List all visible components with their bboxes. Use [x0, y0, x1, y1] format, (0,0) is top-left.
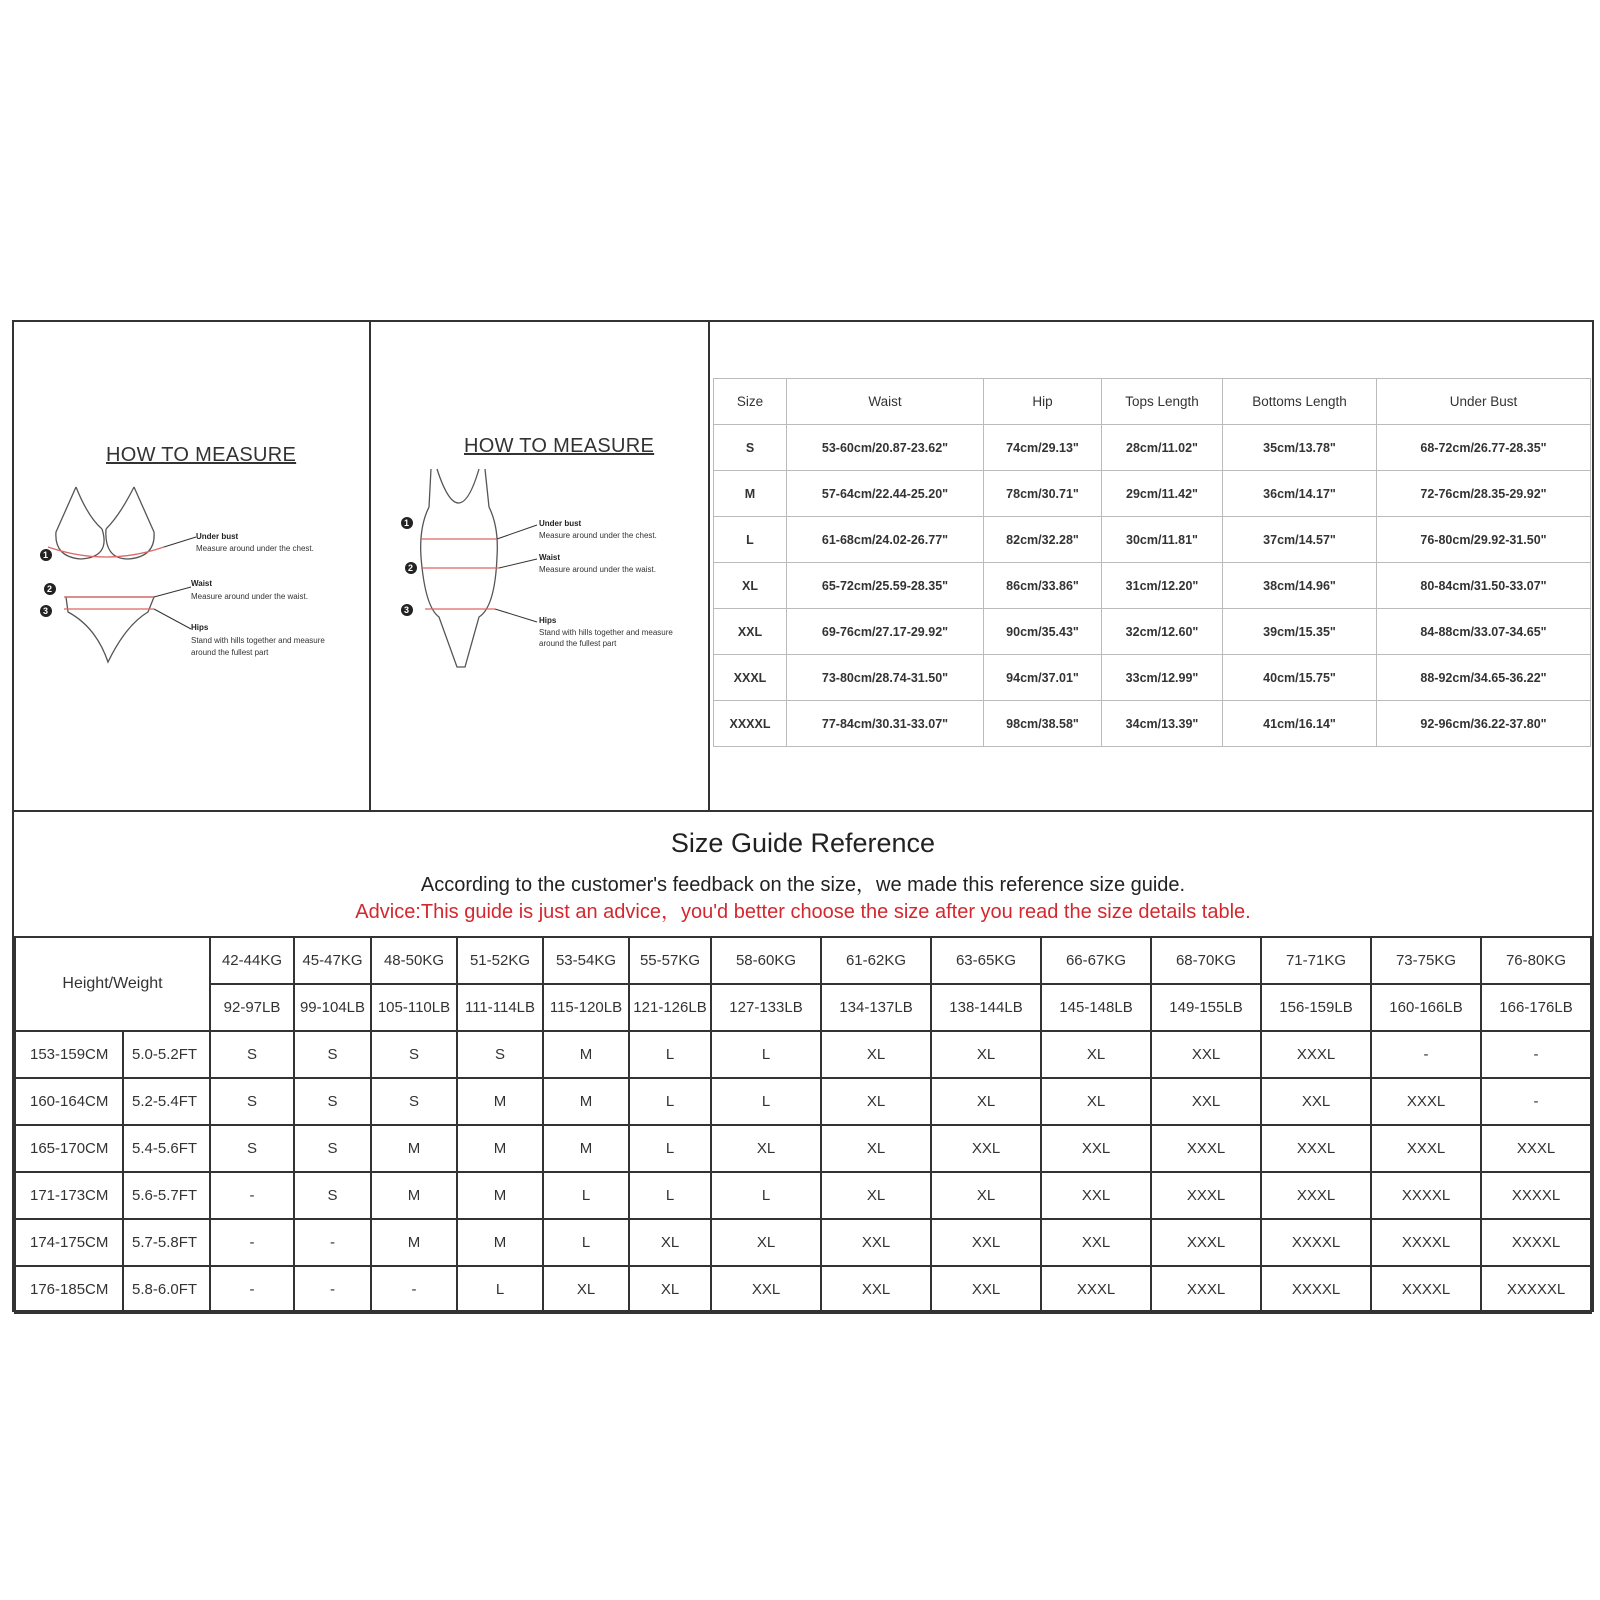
weight-lb-header: 115-120LB [543, 984, 629, 1031]
height-ft-cell: 5.7-5.8FT [123, 1219, 210, 1266]
size-value-cell: 29cm/11.42" [1102, 471, 1223, 517]
svg-text:Hips: Hips [191, 623, 209, 632]
recommended-size-cell: XXL [931, 1125, 1041, 1172]
recommended-size-cell: XXXL [1371, 1078, 1481, 1125]
header-under-bust: Under Bust [1377, 379, 1591, 425]
recommended-size-cell: L [629, 1125, 711, 1172]
recommended-size-cell: - [210, 1266, 294, 1313]
weight-lb-header: 156-159LB [1261, 984, 1371, 1031]
recommended-size-cell: S [294, 1031, 371, 1078]
recommended-size-cell: XXL [1041, 1125, 1151, 1172]
recommended-size-cell: L [543, 1172, 629, 1219]
reference-table-header [15, 937, 1591, 1031]
size-value-cell: 39cm/15.35" [1223, 609, 1377, 655]
height-cm-cell: 153-159CM [15, 1031, 123, 1078]
recommended-size-cell: XXL [1151, 1031, 1261, 1078]
svg-text:Waist: Waist [191, 579, 213, 588]
size-label-cell: XXL [714, 609, 787, 655]
size-reference-table [14, 936, 1592, 1314]
size-table-header-row [714, 379, 1591, 425]
weight-lb-header: 121-126LB [629, 984, 711, 1031]
recommended-size-cell: XXL [1041, 1219, 1151, 1266]
recommended-size-cell: XL [711, 1219, 821, 1266]
size-label-cell: S [714, 425, 787, 471]
weight-kg-header: 55-57KG [629, 937, 711, 984]
recommended-size-cell: L [711, 1078, 821, 1125]
svg-text:1: 1 [404, 518, 410, 528]
size-value-cell: 78cm/30.71" [984, 471, 1102, 517]
size-value-cell: 31cm/12.20" [1102, 563, 1223, 609]
recommended-size-cell: - [1481, 1078, 1591, 1125]
size-value-cell: 32cm/12.60" [1102, 609, 1223, 655]
recommended-size-cell: XXXL [1481, 1125, 1591, 1172]
recommended-size-cell: L [457, 1266, 543, 1313]
recommended-size-cell: S [457, 1031, 543, 1078]
size-value-cell: 82cm/32.28" [984, 517, 1102, 563]
recommended-size-cell: XL [821, 1031, 931, 1078]
size-value-cell: 84-88cm/33.07-34.65" [1377, 609, 1591, 655]
bikini-top-illustration [48, 487, 164, 559]
weight-kg-header: 53-54KG [543, 937, 629, 984]
reference-heading [14, 812, 1592, 936]
reference-row [15, 1031, 1591, 1078]
recommended-size-cell: - [1481, 1031, 1591, 1078]
recommended-size-cell: S [210, 1031, 294, 1078]
size-value-cell: 90cm/35.43" [984, 609, 1102, 655]
size-value-cell: 69-76cm/27.17-29.92" [787, 609, 984, 655]
recommended-size-cell: XXXXL [1371, 1172, 1481, 1219]
measure-panel-onepiece [371, 322, 710, 810]
recommended-size-cell: XXL [1151, 1078, 1261, 1125]
weight-lb-header: 145-148LB [1041, 984, 1151, 1031]
how-to-measure-title: HOW TO MEASURE [464, 435, 655, 457]
recommended-size-cell: XXL [931, 1219, 1041, 1266]
measure-panel-bikini [14, 322, 371, 810]
size-value-cell: 53-60cm/20.87-23.62" [787, 425, 984, 471]
recommended-size-cell: XXXL [1151, 1219, 1261, 1266]
size-value-cell: 86cm/33.86" [984, 563, 1102, 609]
recommended-size-cell: XXXL [1151, 1125, 1261, 1172]
svg-text:Hips: Hips [539, 616, 557, 625]
size-value-cell: 35cm/13.78" [1223, 425, 1377, 471]
recommended-size-cell: S [294, 1078, 371, 1125]
header-size: Size [714, 379, 787, 425]
weight-kg-header: 48-50KG [371, 937, 457, 984]
recommended-size-cell: XL [931, 1031, 1041, 1078]
size-table-row [714, 425, 1591, 471]
height-ft-cell: 5.8-6.0FT [123, 1266, 210, 1313]
size-table-row [714, 471, 1591, 517]
size-details-panel [710, 322, 1594, 810]
size-chart-sheet [12, 320, 1594, 1312]
recommended-size-cell: S [371, 1031, 457, 1078]
bikini-diagram [36, 487, 366, 687]
measure-point-1 [40, 532, 314, 561]
size-value-cell: 68-72cm/26.77-28.35" [1377, 425, 1591, 471]
recommended-size-cell: XXL [821, 1219, 931, 1266]
recommended-size-cell: XL [821, 1078, 931, 1125]
recommended-size-cell: L [629, 1031, 711, 1078]
size-label-cell: M [714, 471, 787, 517]
recommended-size-cell: - [294, 1219, 371, 1266]
height-cm-cell: 171-173CM [15, 1172, 123, 1219]
measure-point-3 [40, 605, 325, 657]
recommended-size-cell: XXXL [1261, 1125, 1371, 1172]
weight-kg-header: 63-65KG [931, 937, 1041, 984]
size-value-cell: 72-76cm/28.35-29.92" [1377, 471, 1591, 517]
recommended-size-cell: M [371, 1125, 457, 1172]
recommended-size-cell: XXXL [1041, 1266, 1151, 1313]
recommended-size-cell: L [711, 1031, 821, 1078]
header-hip: Hip [984, 379, 1102, 425]
size-label-cell: XXXL [714, 655, 787, 701]
size-table-row [714, 563, 1591, 609]
onepiece-diagram [399, 467, 709, 687]
recommended-size-cell: L [543, 1219, 629, 1266]
recommended-size-cell: XL [821, 1172, 931, 1219]
reference-subtitle: According to the customer's feedback on the size，we made this reference size guide. [420, 874, 1186, 896]
recommended-size-cell: S [294, 1125, 371, 1172]
weight-kg-header: 61-62KG [821, 937, 931, 984]
kg-header-row [15, 937, 1591, 984]
weight-kg-header: 68-70KG [1151, 937, 1261, 984]
svg-text:Stand with hills together and: Stand with hills together and measure [539, 628, 673, 637]
bikini-bottom-illustration [64, 597, 154, 662]
height-cm-cell: 174-175CM [15, 1219, 123, 1266]
recommended-size-cell: XXL [821, 1266, 931, 1313]
recommended-size-cell: - [210, 1172, 294, 1219]
size-table-row [714, 517, 1591, 563]
recommended-size-cell: - [294, 1266, 371, 1313]
size-value-cell: 61-68cm/24.02-26.77" [787, 517, 984, 563]
weight-lb-header: 111-114LB [457, 984, 543, 1031]
recommended-size-cell: M [457, 1172, 543, 1219]
size-details-table [713, 378, 1591, 747]
recommended-size-cell: XL [543, 1266, 629, 1313]
weight-lb-header: 105-110LB [371, 984, 457, 1031]
svg-text:Stand with hills together and: Stand with hills together and measure [191, 636, 325, 645]
svg-text:Measure around under the chest: Measure around under the chest. [196, 544, 314, 553]
size-value-cell: 30cm/11.81" [1102, 517, 1223, 563]
svg-text:2: 2 [408, 563, 414, 573]
weight-kg-header: 73-75KG [1371, 937, 1481, 984]
recommended-size-cell: XXXL [1151, 1266, 1261, 1313]
recommended-size-cell: XL [1041, 1078, 1151, 1125]
weight-lb-header: 99-104LB [294, 984, 371, 1031]
recommended-size-cell: XL [1041, 1031, 1151, 1078]
size-value-cell: 98cm/38.58" [984, 701, 1102, 747]
height-cm-cell: 165-170CM [15, 1125, 123, 1172]
size-label-cell: XXXXL [714, 701, 787, 747]
svg-text:Waist: Waist [539, 553, 561, 562]
weight-lb-header: 160-166LB [1371, 984, 1481, 1031]
size-value-cell: 77-84cm/30.31-33.07" [787, 701, 984, 747]
recommended-size-cell: XXL [711, 1266, 821, 1313]
size-value-cell: 37cm/14.57" [1223, 517, 1377, 563]
size-value-cell: 80-84cm/31.50-33.07" [1377, 563, 1591, 609]
svg-text:around the fullest part: around the fullest part [191, 648, 269, 657]
svg-text:2: 2 [47, 584, 53, 594]
weight-kg-header: 45-47KG [294, 937, 371, 984]
svg-text:1: 1 [43, 550, 49, 560]
recommended-size-cell: M [543, 1078, 629, 1125]
measure-point-2 [405, 553, 656, 574]
recommended-size-cell: S [371, 1078, 457, 1125]
svg-text:Measure around under the waist: Measure around under the waist. [191, 592, 308, 601]
recommended-size-cell: XXXL [1371, 1125, 1481, 1172]
svg-text:Under bust: Under bust [196, 532, 239, 541]
height-ft-cell: 5.4-5.6FT [123, 1125, 210, 1172]
height-ft-cell: 5.2-5.4FT [123, 1078, 210, 1125]
svg-text:Under bust: Under bust [539, 519, 582, 528]
weight-kg-header: 51-52KG [457, 937, 543, 984]
reference-row [15, 1266, 1591, 1313]
recommended-size-cell: XXXXL [1481, 1219, 1591, 1266]
recommended-size-cell: M [457, 1125, 543, 1172]
recommended-size-cell: M [371, 1219, 457, 1266]
size-value-cell: 40cm/15.75" [1223, 655, 1377, 701]
reference-title: Size Guide Reference [670, 828, 936, 858]
size-value-cell: 76-80cm/29.92-31.50" [1377, 517, 1591, 563]
weight-lb-header: 92-97LB [210, 984, 294, 1031]
size-value-cell: 36cm/14.17" [1223, 471, 1377, 517]
reference-advice: Advice:This guide is just an advice，you'd better choose the size after you read the size details table. [355, 901, 1251, 923]
measure-point-1 [401, 517, 657, 540]
size-value-cell: 41cm/16.14" [1223, 701, 1377, 747]
recommended-size-cell: - [371, 1266, 457, 1313]
size-value-cell: 73-80cm/28.74-31.50" [787, 655, 984, 701]
svg-text:around the fullest part: around the fullest part [539, 639, 617, 648]
size-value-cell: 65-72cm/25.59-28.35" [787, 563, 984, 609]
weight-lb-header: 138-144LB [931, 984, 1041, 1031]
recommended-size-cell: XXL [931, 1266, 1041, 1313]
svg-text:Measure around under the waist: Measure around under the waist. [539, 565, 656, 574]
svg-text:3: 3 [404, 605, 410, 615]
size-value-cell: 88-92cm/34.65-36.22" [1377, 655, 1591, 701]
header-tops-length: Tops Length [1102, 379, 1223, 425]
recommended-size-cell: - [1371, 1031, 1481, 1078]
reference-row [15, 1125, 1591, 1172]
recommended-size-cell: M [457, 1219, 543, 1266]
recommended-size-cell: XL [629, 1266, 711, 1313]
weight-lb-header: 134-137LB [821, 984, 931, 1031]
recommended-size-cell: M [543, 1031, 629, 1078]
recommended-size-cell: XXXXL [1261, 1266, 1371, 1313]
how-to-measure-title: HOW TO MEASURE [106, 444, 297, 466]
size-value-cell: 38cm/14.96" [1223, 563, 1377, 609]
weight-kg-header: 42-44KG [210, 937, 294, 984]
weight-kg-header: 71-71KG [1261, 937, 1371, 984]
recommended-size-cell: M [543, 1125, 629, 1172]
height-ft-cell: 5.0-5.2FT [123, 1031, 210, 1078]
recommended-size-cell: XXXXL [1481, 1172, 1591, 1219]
recommended-size-cell: L [629, 1078, 711, 1125]
recommended-size-cell: XXXL [1261, 1031, 1371, 1078]
recommended-size-cell: XXXL [1151, 1172, 1261, 1219]
onepiece-illustration [421, 469, 499, 667]
reference-row [15, 1172, 1591, 1219]
recommended-size-cell: XXXL [1261, 1172, 1371, 1219]
reference-row [15, 1219, 1591, 1266]
header-waist: Waist [787, 379, 984, 425]
recommended-size-cell: L [629, 1172, 711, 1219]
recommended-size-cell: L [711, 1172, 821, 1219]
height-ft-cell: 5.6-5.7FT [123, 1172, 210, 1219]
recommended-size-cell: S [210, 1078, 294, 1125]
size-table-body [714, 425, 1591, 747]
recommended-size-cell: XL [821, 1125, 931, 1172]
recommended-size-cell: XL [629, 1219, 711, 1266]
recommended-size-cell: S [210, 1125, 294, 1172]
size-table-row [714, 609, 1591, 655]
recommended-size-cell: XXXXL [1371, 1219, 1481, 1266]
recommended-size-cell: XXL [1261, 1078, 1371, 1125]
reference-row [15, 1078, 1591, 1125]
size-value-cell: 74cm/29.13" [984, 425, 1102, 471]
size-label-cell: L [714, 517, 787, 563]
recommended-size-cell: M [371, 1172, 457, 1219]
weight-kg-header: 58-60KG [711, 937, 821, 984]
weight-lb-header: 149-155LB [1151, 984, 1261, 1031]
weight-kg-header: 66-67KG [1041, 937, 1151, 984]
weight-lb-header: 127-133LB [711, 984, 821, 1031]
recommended-size-cell: XXL [1041, 1172, 1151, 1219]
recommended-size-cell: M [457, 1078, 543, 1125]
recommended-size-cell: S [294, 1172, 371, 1219]
measure-point-2 [44, 579, 308, 601]
height-cm-cell: 176-185CM [15, 1266, 123, 1313]
size-value-cell: 92-96cm/36.22-37.80" [1377, 701, 1591, 747]
reference-table-body [15, 1031, 1591, 1313]
svg-text:Measure around under the chest: Measure around under the chest. [539, 531, 657, 540]
size-value-cell: 94cm/37.01" [984, 655, 1102, 701]
svg-text:3: 3 [43, 606, 49, 616]
height-cm-cell: 160-164CM [15, 1078, 123, 1125]
size-value-cell: 28cm/11.02" [1102, 425, 1223, 471]
recommended-size-cell: XXXXL [1261, 1219, 1371, 1266]
recommended-size-cell: XXXXXL [1481, 1266, 1591, 1313]
size-label-cell: XL [714, 563, 787, 609]
size-table-row [714, 701, 1591, 747]
recommended-size-cell: - [210, 1219, 294, 1266]
recommended-size-cell: XXXXL [1371, 1266, 1481, 1313]
size-value-cell: 34cm/13.39" [1102, 701, 1223, 747]
lb-header-row [15, 984, 1591, 1031]
size-value-cell: 33cm/12.99" [1102, 655, 1223, 701]
recommended-size-cell: XL [931, 1172, 1041, 1219]
height-weight-label: Height/Weight [15, 937, 210, 1031]
size-table-row [714, 655, 1591, 701]
recommended-size-cell: XL [931, 1078, 1041, 1125]
recommended-size-cell: XL [711, 1125, 821, 1172]
weight-kg-header: 76-80KG [1481, 937, 1591, 984]
weight-lb-header: 166-176LB [1481, 984, 1591, 1031]
header-bottoms-length: Bottoms Length [1223, 379, 1377, 425]
size-value-cell: 57-64cm/22.44-25.20" [787, 471, 984, 517]
